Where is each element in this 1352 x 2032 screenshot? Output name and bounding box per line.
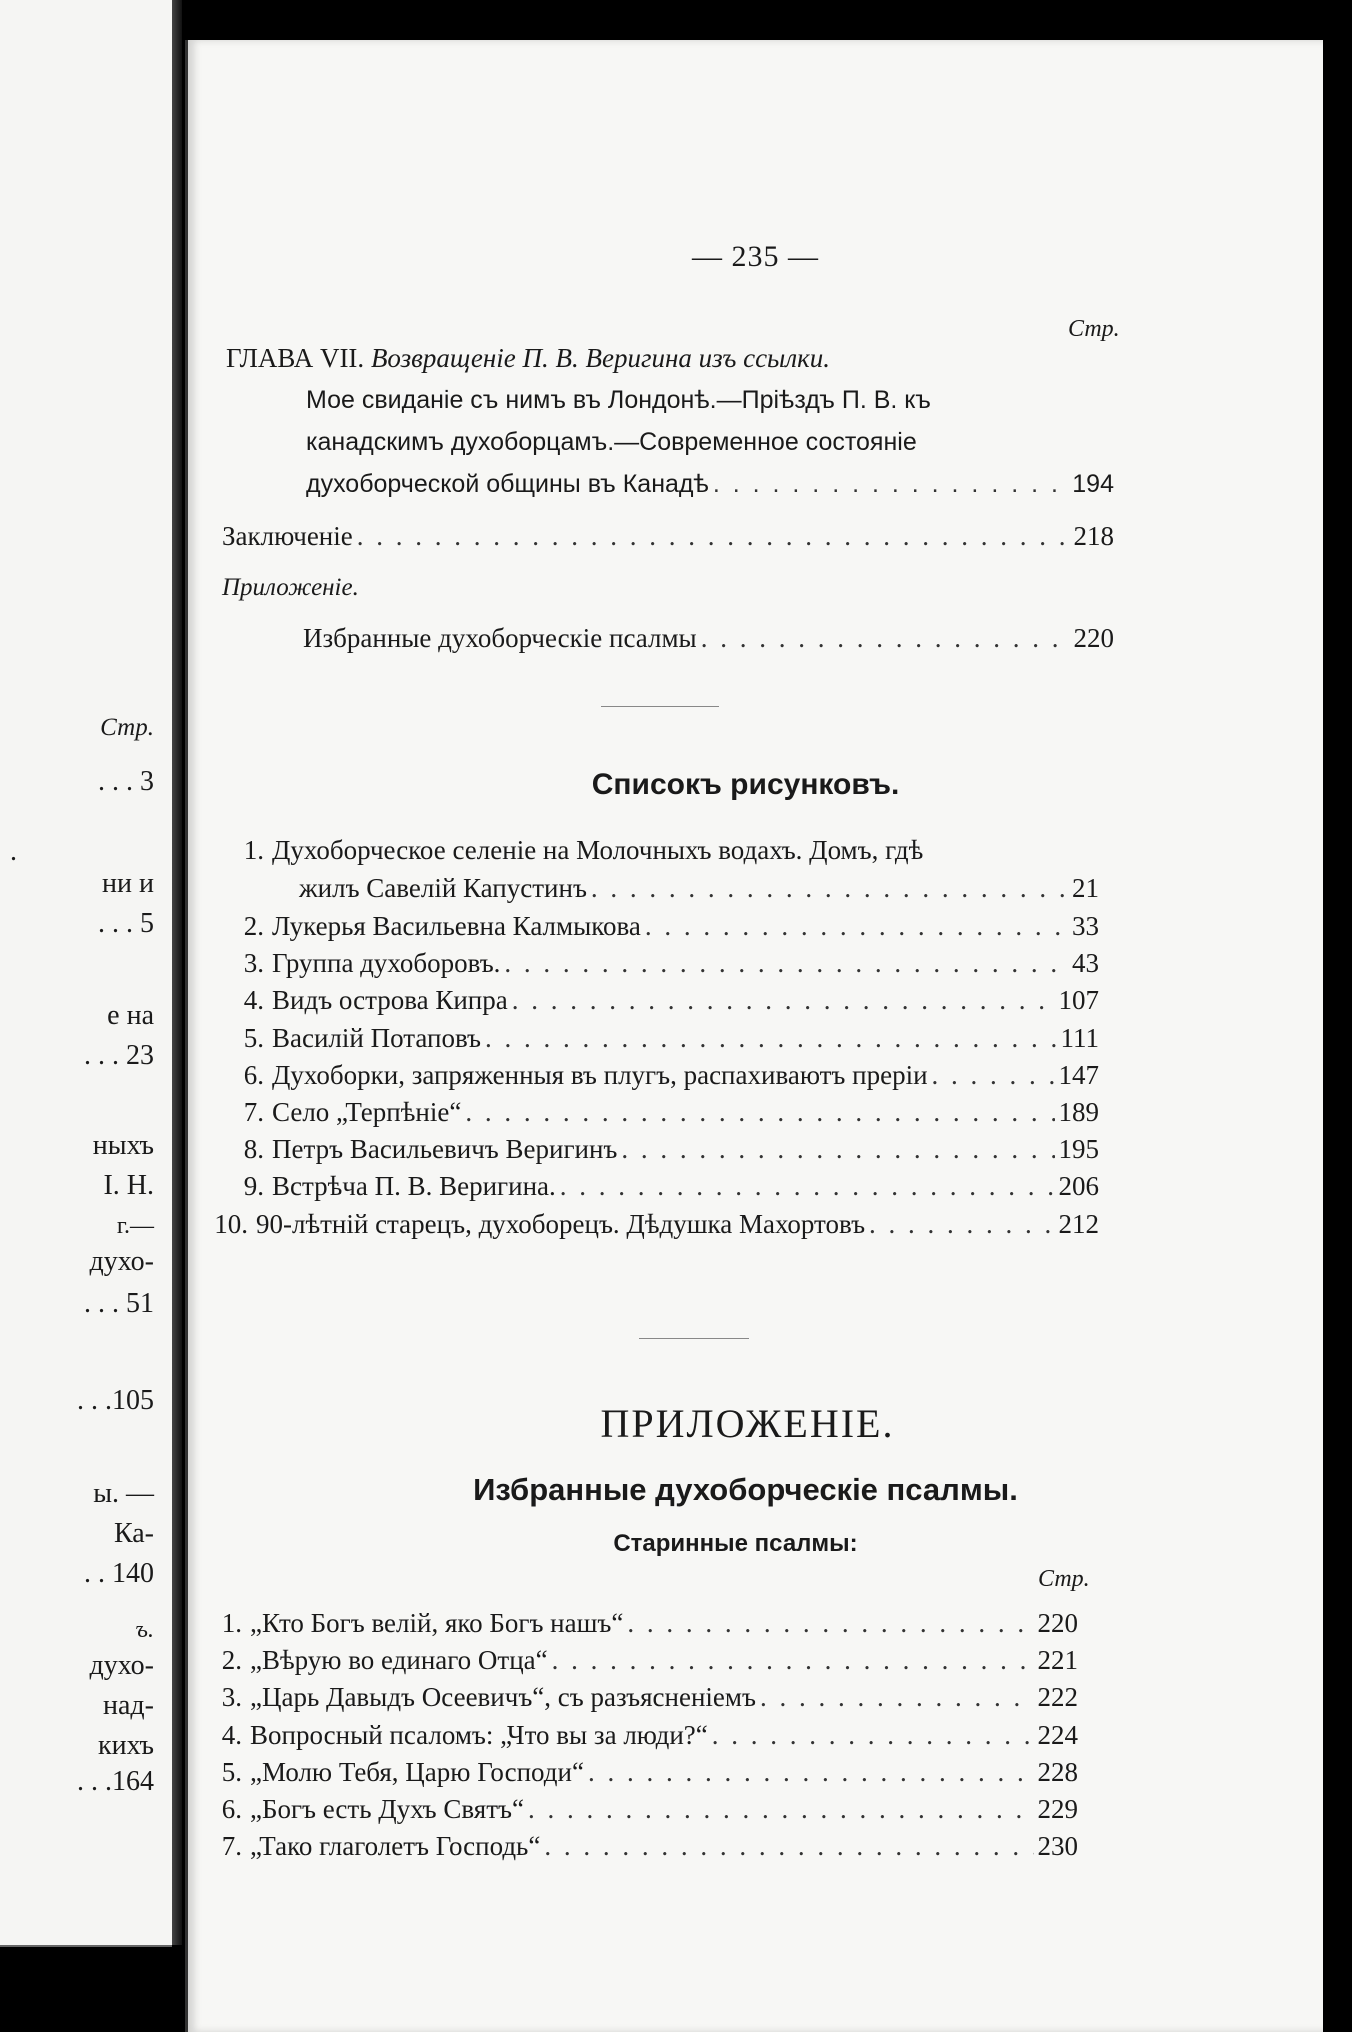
left-page-line: . . .105: [77, 1385, 154, 1416]
page-number: — 235 —: [692, 240, 819, 273]
illustration-entry: [299, 870, 1099, 906]
toc-entry-page: 194: [1072, 470, 1114, 498]
dot-leader: [713, 466, 1068, 502]
illustration-page: 195: [1058, 1134, 1099, 1165]
illustration-entry: [224, 1131, 1099, 1167]
left-page-fragment: [0, 0, 172, 1947]
psalm-number: 3.: [221, 1682, 242, 1713]
dot-leader: [701, 620, 1070, 656]
dot-leader: [712, 1717, 1034, 1753]
book-gutter: [172, 0, 182, 1945]
chapter-title: Возвращеніе П. В. Веригина изъ ссылки.: [370, 343, 830, 373]
left-page-line: г.—: [116, 1213, 154, 1239]
toc-entry-title: Заключеніе: [222, 521, 353, 551]
dot-leader: [357, 518, 1070, 554]
toc-entry-page: 220: [1073, 623, 1114, 653]
psalm-page: 229: [1037, 1794, 1078, 1824]
illustration-number: 9.: [243, 1171, 264, 1202]
left-page-line: духо-: [89, 1246, 154, 1277]
illustration-page: 107: [1058, 985, 1099, 1016]
dot-leader: [504, 945, 1068, 981]
illustration-number: 1.: [243, 835, 264, 865]
dot-leader: [512, 982, 1055, 1018]
appendix-column-label: Стр.: [1038, 1566, 1090, 1592]
left-page-line: ни и: [102, 868, 154, 899]
section-divider: [639, 1338, 749, 1339]
left-page-str-label: Стр.: [100, 714, 154, 741]
illustration-number: 3.: [243, 948, 264, 979]
left-page-line: I. Н.: [103, 1170, 154, 1201]
illustration-title: Видъ острова Кипра: [272, 985, 508, 1016]
illustration-entry: [224, 1057, 1099, 1093]
section-divider: [601, 706, 719, 707]
appendix-section-heading: Старинные псалмы:: [613, 1530, 858, 1557]
chapter-description-line: Мое свиданіе съ нимъ въ Лондонѣ.—Пріѣздъ П. В. къ: [306, 386, 931, 414]
psalm-number: 5.: [221, 1756, 242, 1787]
left-page-line: ъ.: [135, 1617, 154, 1643]
illustration-title: жилъ Савелій Капустинъ: [299, 873, 587, 903]
illustration-number: 2.: [243, 911, 264, 941]
dot-leader: [544, 1828, 1033, 1864]
illustration-number: 10.: [214, 1208, 248, 1239]
left-page-line: . . . 51: [84, 1288, 154, 1319]
illustration-entry: [224, 1020, 1099, 1056]
psalm-title: „Вѣрую во единаго Отца“: [250, 1645, 548, 1676]
left-page-line: .: [10, 836, 17, 867]
illustration-title: Лукерья Васильевна Калмыкова: [272, 911, 641, 941]
left-page-line: кихъ: [98, 1730, 154, 1761]
left-page-line: духо-: [89, 1650, 154, 1681]
illustration-title: Село „Терпѣніе“: [272, 1097, 462, 1127]
left-page-line: е на: [107, 1000, 154, 1031]
illustration-number: 4.: [243, 985, 264, 1016]
toc-entry-title: духоборческой общины въ Канадѣ: [306, 470, 709, 498]
psalm-page: 224: [1037, 1719, 1078, 1750]
illustration-entry: [224, 945, 1099, 981]
left-page-line: . . . 3: [98, 766, 154, 797]
psalm-entry: [208, 1605, 1078, 1641]
left-page-line: . . .164: [77, 1766, 154, 1797]
dot-leader: [485, 1020, 1057, 1056]
illustration-page: 33: [1072, 911, 1099, 941]
left-page-line: ы. —: [93, 1478, 154, 1509]
dot-leader: [588, 1754, 1034, 1790]
psalm-entry: [208, 1717, 1078, 1753]
toc-entry: [222, 518, 1114, 554]
left-page-line: ныхъ: [92, 1130, 154, 1161]
illustration-title: Василій Потаповъ: [272, 1022, 481, 1053]
illustration-entry: [224, 1094, 1099, 1130]
psalm-number: 4.: [221, 1719, 242, 1750]
psalm-title: „Молю Тебя, Царю Господи“: [250, 1756, 584, 1787]
illustration-number: 5.: [243, 1022, 264, 1053]
dot-leader: [627, 1605, 1033, 1641]
dot-leader: [552, 1642, 1034, 1678]
illustration-page: 206: [1058, 1171, 1099, 1202]
illustration-page: 21: [1072, 873, 1099, 903]
illustration-number: 7.: [243, 1097, 264, 1127]
illustration-entry: [208, 1206, 1099, 1242]
dot-leader: [869, 1206, 1054, 1242]
psalm-number: 6.: [221, 1794, 242, 1824]
left-page-line: . . . 23: [84, 1040, 154, 1071]
left-page-line: . . . 5: [98, 908, 154, 939]
psalm-entry: [208, 1754, 1078, 1790]
psalm-page: 221: [1037, 1645, 1078, 1676]
dot-leader: [528, 1791, 1034, 1827]
psalm-entry: [208, 1828, 1078, 1864]
psalm-entry: [208, 1679, 1078, 1715]
appendix-subtitle: Избранные духоборческіе псалмы.: [473, 1472, 1018, 1507]
left-page-line: . . 140: [84, 1558, 154, 1589]
page-column-label: Стр.: [1068, 316, 1120, 342]
illustration-page: 147: [1058, 1059, 1099, 1090]
psalm-title: „Тако глаголетъ Господь“: [250, 1831, 541, 1862]
illustration-entry: [224, 982, 1099, 1018]
psalm-title: „Богъ есть Духъ Святъ“: [250, 1794, 524, 1824]
illustration-page: 43: [1072, 948, 1099, 979]
illustrations-heading: Списокъ рисунковъ.: [591, 768, 900, 801]
dot-leader: [645, 908, 1068, 944]
left-page-line: Ка-: [113, 1518, 154, 1549]
illustration-page: 189: [1058, 1097, 1099, 1127]
chapter-heading: [226, 340, 830, 376]
appendix-label: Приложеніе.: [222, 574, 359, 601]
psalm-title: Вопросный псаломъ: „Что вы за люди?“: [250, 1719, 708, 1750]
psalm-title: „Царь Давыдъ Осеевичъ“, съ разъясненіемъ: [250, 1682, 756, 1713]
appendix-title: ПРИЛОЖЕНІЕ.: [600, 1401, 895, 1446]
toc-entry-page: 218: [1073, 521, 1114, 551]
dot-leader: [591, 870, 1068, 906]
toc-entry: [306, 466, 1114, 502]
main-page: [185, 40, 1323, 2032]
illustration-line: [224, 832, 923, 868]
dot-leader: [760, 1679, 1034, 1715]
illustration-number: 6.: [243, 1059, 264, 1090]
psalm-number: 1.: [221, 1608, 242, 1638]
toc-entry-title: Избранные духоборческіе псалмы: [303, 623, 697, 653]
illustration-number: 8.: [243, 1134, 264, 1165]
dot-leader: [621, 1131, 1054, 1167]
illustration-entry: [224, 908, 1099, 944]
illustration-title: Встрѣча П. В. Веригина.: [272, 1171, 556, 1202]
psalm-page: 230: [1037, 1831, 1078, 1862]
psalm-number: 2.: [221, 1645, 242, 1676]
illustration-page: 212: [1058, 1208, 1099, 1239]
dot-leader: [465, 1094, 1054, 1130]
psalm-title: „Кто Богъ велій, яко Богъ нашъ“: [250, 1608, 624, 1638]
illustration-entry: [224, 1168, 1099, 1204]
psalm-page: 222: [1037, 1682, 1078, 1713]
illustration-title: Группа духоборовъ.: [272, 948, 501, 979]
illustration-title: Петръ Васильевичъ Веригинъ: [272, 1134, 618, 1165]
psalm-page: 228: [1037, 1756, 1078, 1787]
illustration-title: Духоборческое селеніе на Молочныхъ водахъ. Домъ, гдѣ: [272, 835, 924, 865]
dot-leader: [560, 1168, 1055, 1204]
psalm-page: 220: [1037, 1608, 1078, 1638]
illustration-page: 111: [1060, 1022, 1099, 1053]
chapter-label: ГЛАВА VII.: [226, 343, 365, 373]
left-page-line: над-: [103, 1690, 154, 1721]
illustration-title: 90-лѣтній старецъ, духоборецъ. Дѣдушка Махортовъ: [256, 1208, 866, 1239]
psalm-entry: [208, 1791, 1078, 1827]
toc-entry: [303, 620, 1114, 656]
illustration-title: Духоборки, запряженныя въ плугъ, распахиваютъ преріи: [272, 1059, 928, 1090]
psalm-entry: [208, 1642, 1078, 1678]
chapter-description-line: канадскимъ духоборцамъ.—Современное состояніе: [306, 428, 917, 456]
dot-leader: [932, 1057, 1055, 1093]
psalm-number: 7.: [221, 1831, 242, 1862]
